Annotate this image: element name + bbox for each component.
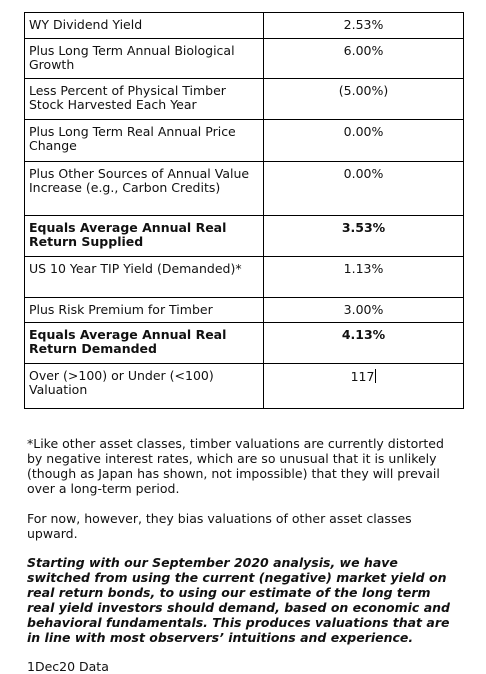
row-label: Less Percent of Physical Timber Stock Harvested Each Year <box>25 79 264 120</box>
table-row <box>25 162 464 216</box>
methodology-note-text: Starting with our September 2020 analysis, we have switched from using the current (negative) market yield on real return bonds, to using our estimate of the long term real yield investors should demand, based on economic and behavioral fundamentals. This produces valuations that are in line with most observers’ intuitions and experience. <box>27 555 450 645</box>
text-cursor <box>375 369 376 383</box>
row-value: 2.53% <box>264 13 464 39</box>
timber-valuation-table <box>24 12 464 409</box>
row-value: 1.13% <box>264 257 464 298</box>
row-label: Plus Long Term Real Annual Price Change <box>25 120 264 162</box>
table-row-total-demanded <box>25 323 464 364</box>
row-label: Plus Long Term Annual Biological Growth <box>25 39 264 79</box>
notes-section <box>27 436 459 674</box>
table-row <box>25 39 464 79</box>
row-label: Over (>100) or Under (<100) Valuation <box>25 364 264 409</box>
row-value: 4.13% <box>264 323 464 364</box>
row-value: 117 <box>350 369 375 384</box>
table-row-total-supplied <box>25 216 464 257</box>
valuation-table-container <box>24 12 464 409</box>
table-row <box>25 79 464 120</box>
table-row-valuation <box>25 364 464 409</box>
row-label: WY Dividend Yield <box>25 13 264 39</box>
table-row <box>25 120 464 162</box>
row-label: Equals Average Annual Real Return Demanded <box>25 323 264 364</box>
row-value: 6.00% <box>264 39 464 79</box>
footnote-text: *Like other asset classes, timber valuations are currently distorted by negative interest rates, which are so unusual that it is unlikely (though as Japan has shown, not impossible) that they will prevail over a long-term period. <box>27 436 444 496</box>
row-value: (5.00%) <box>264 79 464 120</box>
table-row <box>25 13 464 39</box>
valuation-value-cell[interactable] <box>264 364 464 409</box>
row-label: US 10 Year TIP Yield (Demanded)* <box>25 257 264 298</box>
row-label: Plus Other Sources of Annual Value Increase (e.g., Carbon Credits) <box>25 162 264 216</box>
bias-note-text: For now, however, they bias valuations of other asset classes upward. <box>27 511 412 541</box>
data-date-text: 1Dec20 Data <box>27 659 109 674</box>
row-label: Plus Risk Premium for Timber <box>25 298 264 323</box>
table-row <box>25 298 464 323</box>
row-label: Equals Average Annual Real Return Supplied <box>25 216 264 257</box>
row-value: 3.00% <box>264 298 464 323</box>
row-value: 0.00% <box>264 162 464 216</box>
row-value: 0.00% <box>264 120 464 162</box>
table-row <box>25 257 464 298</box>
row-value: 3.53% <box>264 216 464 257</box>
